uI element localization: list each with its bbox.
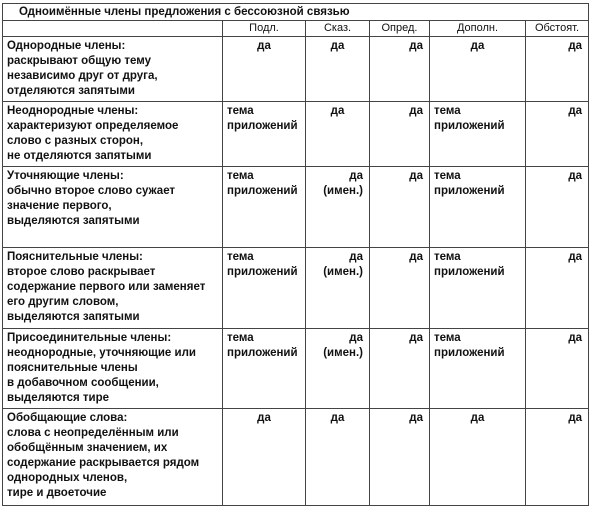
table-title: Одноимённые члены предложения с бессоюзной связью [19,6,350,18]
cell-value: тема [227,332,254,344]
cell-value: да [349,251,363,263]
header-adverbial: Обстоят. [526,21,589,37]
cell-adverbial [526,329,589,409]
cell-subject [223,409,306,506]
row-label-line: Обобщающие слова: [7,412,128,424]
cell-value: тема [434,105,461,117]
cell-object [430,167,526,248]
cell-value: да [330,105,345,117]
cell-value: да [257,40,271,52]
cell-value: да [349,170,363,182]
table-row [3,37,589,102]
cell-value: приложений [434,266,505,278]
cell-value: тема [227,105,254,117]
cell-value: приложений [434,185,505,197]
table-row [3,248,589,329]
row-label-line: раскрывают общую тему [7,55,151,67]
header-row [3,21,589,37]
cell-value: да [409,40,423,52]
row-label-line: независимо друг от друга, [7,70,158,82]
cell-value: (имен.) [323,266,363,278]
cell-value: да [568,412,583,424]
header-subject: Подл. [223,21,306,37]
header-predicate: Сказ. [306,21,370,37]
cell-adverbial [526,409,589,506]
cell-value: да [470,40,485,52]
cell-value: тема [227,251,254,263]
row-label-line: отделяются запятыми [7,85,135,97]
cell-value: тема [434,251,461,263]
table-row [3,167,589,248]
row-label-line: значение первого, [7,200,112,212]
row-label [3,167,223,248]
table-caption-row [3,4,589,21]
cell-value: да [257,412,271,424]
cell-object [430,102,526,167]
table-row [3,102,589,167]
cell-value: да [409,412,423,424]
cell-value: тема [434,332,461,344]
syntax-table [2,3,589,506]
cell-value: да [568,332,583,344]
row-label-line: однородных членов, [7,472,128,484]
row-label-line: в добавочном сообщении, [7,377,159,389]
header-object: Дополн. [430,21,526,37]
cell-subject [223,329,306,409]
row-label-line: второе слово раскрывает [7,266,156,278]
cell-value: приложений [227,266,298,278]
cell-value: тема [434,170,461,182]
cell-adverbial [526,167,589,248]
row-label-line: Присоединительные члены: [7,332,172,344]
row-label [3,248,223,329]
cell-attribute [370,102,430,167]
row-label-line: обычно второе слово сужает [7,185,176,197]
cell-value: да [568,251,583,263]
row-label-line: Однородные члены: [7,40,126,52]
row-label-line: выделяются запятыми [7,311,140,323]
row-label-line: Уточняющие члены: [7,170,124,182]
row-label-line: характеризуют определяемое [7,120,179,132]
cell-value: да [568,170,583,182]
cell-attribute [370,409,430,506]
header-empty-cell [3,21,223,37]
row-label-line: Неоднородные члены: [7,105,139,117]
cell-object [430,329,526,409]
cell-adverbial [526,37,589,102]
cell-value: тема [227,170,254,182]
cell-value: да [330,40,345,52]
row-label [3,329,223,409]
cell-value: да [568,40,583,52]
table-row [3,409,589,506]
cell-value: да [470,412,485,424]
cell-subject [223,248,306,329]
cell-value: да [568,105,583,117]
cell-subject [223,102,306,167]
cell-subject [223,37,306,102]
cell-object [430,37,526,102]
row-label-line: содержание раскрывается рядом [7,457,200,469]
row-label-line: слово с разных сторон, [7,135,144,147]
row-label-line: слова с неопределённым или [7,427,179,439]
cell-value: да [349,332,363,344]
cell-value: да [409,170,423,182]
cell-object [430,409,526,506]
cell-predicate [306,37,370,102]
row-label-line: выделяются тире [7,392,110,404]
cell-predicate [306,248,370,329]
cell-value: приложений [227,347,298,359]
cell-value: (имен.) [323,185,363,197]
row-label [3,409,223,506]
row-label-line: содержание первого или заменяет [7,281,206,293]
table-row [3,329,589,409]
cell-attribute [370,37,430,102]
row-label-line: выделяются запятыми [7,215,140,227]
row-label-line: Пояснительные члены: [7,251,143,263]
cell-value: приложений [227,120,298,132]
row-label-line: пояснительные члены [7,362,138,374]
cell-value: да [409,251,423,263]
cell-value: приложений [434,347,505,359]
cell-predicate [306,329,370,409]
cell-adverbial [526,102,589,167]
cell-attribute [370,167,430,248]
cell-attribute [370,248,430,329]
table-caption-cell [3,4,589,21]
row-label-line: не отделяются запятыми [7,150,152,162]
cell-predicate [306,167,370,248]
cell-subject [223,167,306,248]
cell-adverbial [526,248,589,329]
row-label-line: тире и двоеточие [7,487,107,499]
cell-value: приложений [227,185,298,197]
cell-value: да [409,332,423,344]
cell-value: приложений [434,120,505,132]
cell-value: (имен.) [323,347,363,359]
row-label-line: неоднородные, уточняющие или [7,347,196,359]
cell-attribute [370,329,430,409]
cell-object [430,248,526,329]
row-label-line: его другим словом, [7,296,119,308]
row-label [3,102,223,167]
cell-predicate [306,102,370,167]
cell-value: да [409,105,423,117]
header-attribute: Опред. [370,21,430,37]
row-label-line: обобщённым значением, их [7,442,168,454]
cell-value: да [330,412,345,424]
cell-predicate [306,409,370,506]
row-label [3,37,223,102]
